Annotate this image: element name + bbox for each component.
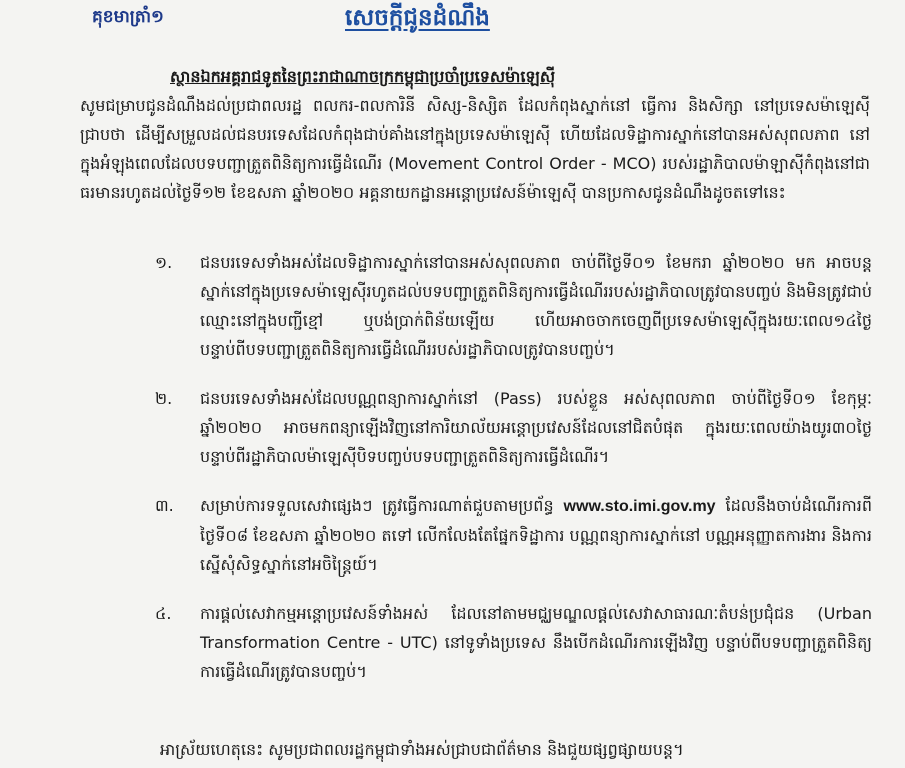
closing-statement: អាស្រ័យហេតុនេះ សូមប្រជាពលរដ្ឋកម្ពុជាទាំងអស់ជ្រាបជាព័ត៌មាន និងជួយផ្សព្វផ្សាយបន្ត។ [160,740,684,759]
item-text-after: ដែលនឹងចាប់ដំណើរការពីថ្ងៃទី០៨ ខែឧសភា ឆ្នាំ២០២០ តទៅ លើកលែងតែផ្នែកទិដ្ឋាការ បណ្ណពន្យាការស្នាក់នៅ បណ្ណអនុញ្ញាតការងារ និងការស្នើសុំសិទ្ធស្នាក់នៅអចិន្ត្រៃយ៍។ [200,496,872,574]
intro-paragraph [80,62,870,207]
document-title: សេចក្តីជូនដំណឹង [345,5,490,31]
list-item [155,248,875,364]
item-number: ២. [155,389,173,408]
item-text [200,491,872,579]
header-label: គុខមាត្រាំ១ [92,7,164,27]
appointment-website-link[interactable]: www.sto.imi.gov.my [563,498,716,515]
embassy-name: ស្ថានឯកអគ្គរាជទូតនៃព្រះរាជាណាចក្រកម្ពុជាប្រចាំប្រទេសម៉ាឡេស៊ី [170,67,556,86]
item-text: ជនបរទេសទាំងអស់ដែលទិដ្ឋាការស្នាក់នៅបានអស់សុពលភាព ចាប់ពីថ្ងៃទី០១ ខែមករា ឆ្នាំ២០២០ មក អាចបន្តស្នាក់នៅក្នុងប្រទេសម៉ាឡេស៊ីរហូតដល់បទបញ្ជាត្រួតពិនិត្យការធ្វើដំណើររបស់រដ្ឋាភិបាលត្រូវបានបញ្ចប់ និងមិនត្រូវជាប់ឈ្មោះនៅក្នុងបញ្ជីខ្មៅ ឬបង់ប្រាក់ពិន័យឡើយ ហើយអាចចាកចេញពីប្រទេសម៉ាឡេស៊ីក្នុងរយៈពេល១៤ថ្ងៃ បន្ទាប់ពីបទបញ្ជាត្រួតពិនិត្យការធ្វើដំណើររបស់រដ្ឋាភិបាលត្រូវបានបញ្ចប់។ [200,253,872,359]
list-item [155,599,875,686]
item-number: ៣. [155,496,174,515]
item-text: ជនបរទេសទាំងអស់ដែលបណ្ណពន្យាការស្នាក់នៅ (Pass) របស់ខ្លួន អស់សុពលភាព ចាប់ពីថ្ងៃទី០១ ខែកុម្ភៈ ឆ្នាំ២០២០ អាចមកពន្យាឡើងវិញនៅការិយាល័យអន្តោប្រវេសន៍ដែលនៅជិតបំផុត ក្នុងរយៈពេលយ៉ាងយូរ៣០ថ្ងៃ បន្ទាប់ពីរដ្ឋាភិបាលម៉ាឡេស៊ីបិទបញ្ចប់បទបញ្ជាត្រួតពិនិត្យការធ្វើដំណើរ។ [200,389,872,466]
item-number: ៤. [155,604,172,623]
item-text: ការផ្តល់សេវាកម្មអន្តោប្រវេសន៍ទាំងអស់ ដែលនៅតាមមជ្ឈមណ្ឌលផ្តល់សេវាសាធារណៈតំបន់ប្រជុំជន (Urban Transformation Centre - UTC) នៅទូទាំងប្រទេស នឹងបើកដំណើរការឡើងវិញ បន្ទាប់ពីបទបញ្ជាត្រួតពិនិត្យការធ្វើដំណើរត្រូវបានបញ្ចប់។ [200,604,872,681]
list-item [155,384,875,471]
notice-items [155,248,875,706]
intro-text: សូមជម្រាបជូនដំណឹងដល់ប្រជាពលរដ្ឋ ពលករ-ពលការិនី សិស្ស-និស្សិត ដែលកំពុងស្នាក់នៅ ធ្វើការ និងសិក្សា នៅប្រទេសម៉ាឡេស៊ីជ្រាបថា ដើម្បីសម្រួលដល់ជនបរទេសដែលកំពុងជាប់គាំងនៅក្នុងប្រទេសម៉ាឡេស៊ី ហើយដែលទិដ្ឋាការស្នាក់នៅបានអស់សុពលភាព នៅក្នុងអំឡុងពេលដែលបទបញ្ជាត្រួតពិនិត្យការធ្វើដំណើរ (Movement Control Order - MCO) របស់រដ្ឋាភិបាលម៉ាឡាស៊ីកំពុងនៅជាធរមានរហូតដល់ថ្ងៃទី១២ ខែឧសភា ឆ្នាំ២០២០ អគ្គនាយកដ្ឋានអន្តោប្រវេសន៍ម៉ាឡេស៊ី បានប្រកាសជូនដំណឹងដូចតទៅនេះ [80,96,870,202]
item-number: ១. [155,253,173,272]
item-text-before: សម្រាប់ការទទួលសេវាផ្សេងៗ ត្រូវធ្វើការណាត់ជួបតាមប្រព័ន្ធ [200,496,564,515]
list-item [155,491,875,579]
